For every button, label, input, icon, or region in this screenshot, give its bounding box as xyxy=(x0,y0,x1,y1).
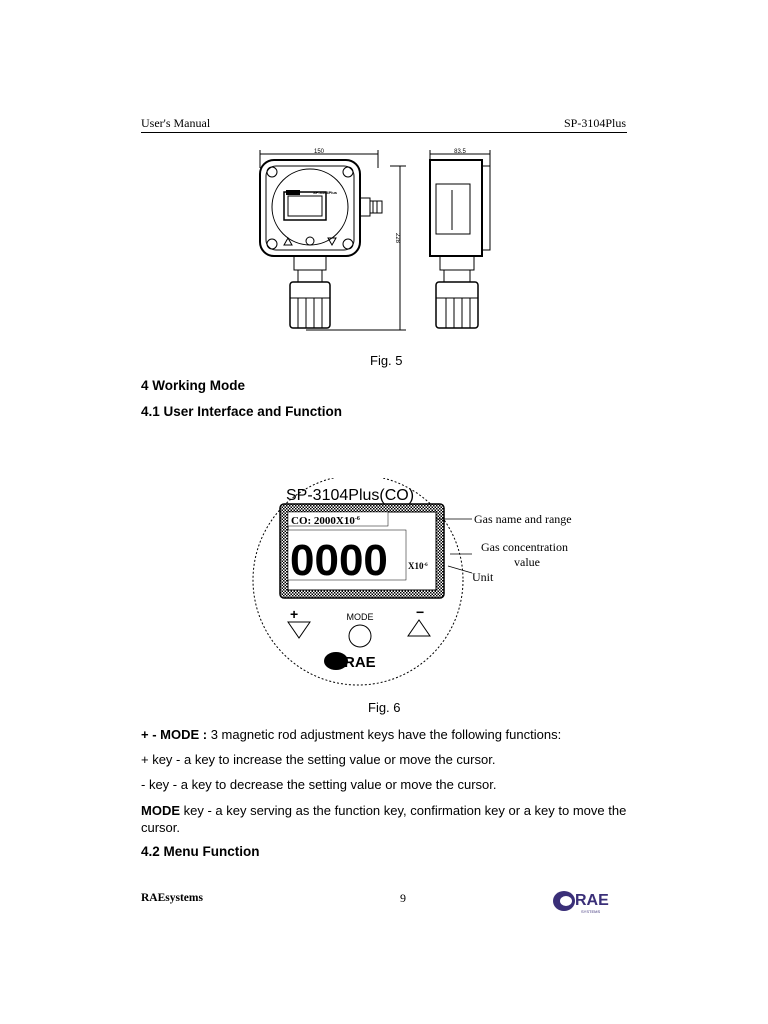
mode-key-term: MODE xyxy=(141,803,180,818)
minus-key-icon xyxy=(408,620,430,636)
dim-height: 228 xyxy=(394,232,400,244)
figure-5-drawing xyxy=(240,146,510,346)
gas-range-readout: CO: $2000X10^{-6}$ xyxy=(291,515,360,527)
minus-key-label: − xyxy=(416,604,425,620)
concentration-readout: 0000 xyxy=(290,536,388,585)
logo-text: RAE xyxy=(575,892,609,909)
paragraph-plus-key: + key - a key to increase the setting value or move the cursor. xyxy=(141,752,496,767)
section-heading-menu-function: 4.2 Menu Function xyxy=(141,844,260,859)
dim-width: 150 xyxy=(313,149,325,155)
header-title: User's Manual xyxy=(141,116,211,130)
callout-concentration-2: value xyxy=(514,555,540,569)
plus-key-icon xyxy=(288,622,310,638)
device-label: SP-3104Plus xyxy=(313,190,338,195)
callout-concentration: Gas concentration xyxy=(481,540,568,554)
logo-subtext: SYSTEMS xyxy=(581,909,601,914)
footer-company: RAEsystems xyxy=(141,892,203,904)
mode-key-label: MODE xyxy=(346,612,374,622)
brand-logo-text: RAE xyxy=(344,654,376,671)
paragraph-mode-key xyxy=(141,802,629,836)
figure-6-interface xyxy=(250,478,590,688)
section-heading-ui-function: 4.1 User Interface and Function xyxy=(141,404,343,419)
model-title: SP-3104Plus(CO) xyxy=(286,487,415,504)
callout-unit: Unit xyxy=(472,570,494,584)
paragraph-minus-key: - key - a key to decrease the setting value or move the cursor. xyxy=(141,777,497,792)
header-model: SP-3104Plus xyxy=(563,116,626,130)
callout-gas-name: Gas name and range xyxy=(474,512,572,526)
plus-key-label: + xyxy=(290,606,299,622)
label-plate xyxy=(286,190,300,195)
dim-depth: 83.5 xyxy=(454,149,466,155)
unit-readout: $X10^{-6}$ xyxy=(408,561,428,571)
keys-label: + - MODE : xyxy=(141,727,208,742)
mode-key-icon xyxy=(349,625,371,647)
keys-text: 3 magnetic rod adjustment keys have the following functions: xyxy=(207,727,562,742)
header-rule xyxy=(141,132,627,133)
mode-key-text: key - a key serving as the function key, confirmation key or a key to move the cursor. xyxy=(141,803,627,835)
page-number: 9 xyxy=(400,891,406,905)
figure-6-caption: Fig. 6 xyxy=(368,700,401,715)
section-heading-working-mode: 4 Working Mode xyxy=(141,378,246,393)
footer-logo xyxy=(551,884,631,918)
paragraph-keys xyxy=(141,726,629,743)
figure-5-caption: Fig. 5 xyxy=(370,353,403,368)
